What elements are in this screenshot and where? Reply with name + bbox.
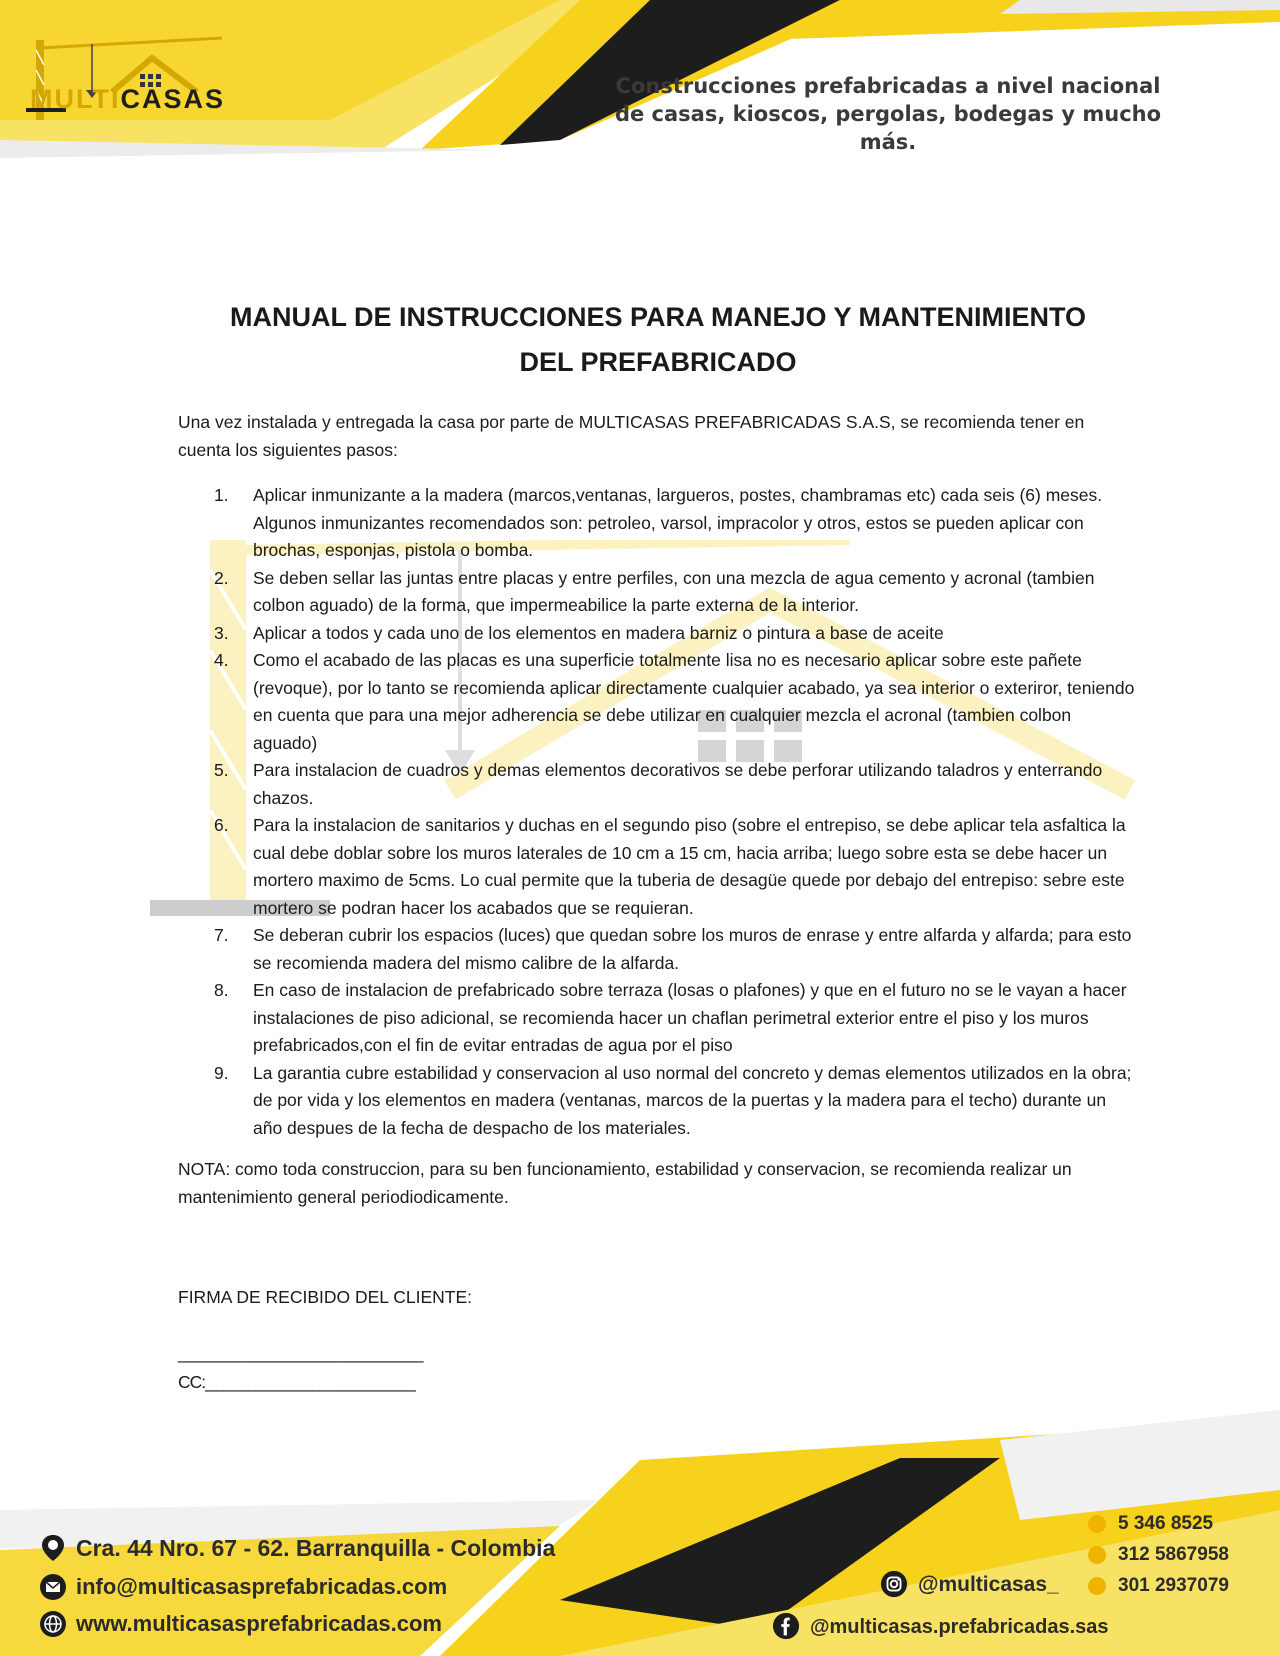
cc-line: CC:________________________ <box>178 1372 415 1392</box>
step-number: 8. <box>214 980 229 1000</box>
footer-address <box>38 1533 555 1563</box>
document-title <box>178 295 1138 385</box>
whatsapp-icon <box>1088 1546 1106 1564</box>
note-paragraph: NOTA: como toda construccion, para su ben funcionamiento, estabilidad y conservacion, se recomienda realizar un mantenimiento general periodiodicamente. <box>178 1159 1072 1207</box>
website-text: www.multicasasprefabricadas.com <box>76 1611 442 1636</box>
intro-paragraph: Una vez instalada y entregada la casa por parte de MULTICASAS PREFABRICADAS S.A.S, se recomienda tener en cuenta los siguientes pasos: <box>178 412 1085 460</box>
step-number: 7. <box>214 925 229 945</box>
title-line2: DEL PREFABRICADO <box>519 347 797 377</box>
list-item <box>178 922 1138 977</box>
instructions-list <box>178 482 1138 1142</box>
list-item <box>178 620 1138 648</box>
list-item <box>178 565 1138 620</box>
footer-instagram[interactable] <box>880 1570 1059 1600</box>
title-line1: MANUAL DE INSTRUCCIONES PARA MANEJO Y MANTENIMIENTO <box>229 302 1087 332</box>
phone-number: 5 346 8525 <box>1118 1512 1214 1534</box>
list-item <box>178 647 1138 757</box>
list-item <box>178 977 1138 1060</box>
signature-block <box>178 1283 1138 1397</box>
signature-line: ____________________________ <box>178 1343 423 1363</box>
document-body <box>178 295 1138 1397</box>
phone-item[interactable] <box>1088 1508 1229 1539</box>
list-item <box>178 1060 1138 1143</box>
footer-facebook[interactable] <box>772 1612 1109 1642</box>
step-text: Aplicar inmunizante a la madera (marcos,ventanas, largueros, postes, chambramas etc) cada seis (6) meses. <box>253 485 1103 505</box>
phone-number: 312 5867958 <box>1118 1543 1229 1565</box>
globe-icon <box>38 1609 68 1639</box>
step-number: 4. <box>214 650 229 670</box>
step-number: 1. <box>214 485 229 505</box>
instagram-icon <box>880 1570 910 1600</box>
footer-website[interactable] <box>38 1609 442 1639</box>
phone-number: 301 2937079 <box>1118 1574 1229 1596</box>
logo-suffix: CASAS <box>120 84 225 114</box>
footer-email[interactable] <box>38 1572 447 1602</box>
footer-phones <box>1088 1508 1229 1601</box>
step-text: Para instalacion de cuadros y demas elementos decorativos se debe perforar utilizando taladros y enterrando chazos. <box>253 760 1103 808</box>
email-text: info@multicasasprefabricadas.com <box>76 1574 448 1599</box>
step-number: 3. <box>214 622 229 643</box>
step-number: 6. <box>214 815 229 835</box>
phone-item[interactable] <box>1088 1570 1229 1601</box>
step-number: 9. <box>214 1062 229 1083</box>
email-icon <box>38 1572 68 1602</box>
phone-item[interactable] <box>1088 1539 1229 1570</box>
tagline-line1: Construcciones prefabricadas a nivel nacional <box>615 74 1161 98</box>
whatsapp-icon <box>1088 1577 1106 1595</box>
list-item <box>178 482 1138 565</box>
step-text: Se deberan cubrir los espacios (luces) que quedan sobre los muros de enrase y entre alfarda y alfarda; para esto se recomienda madera del mismo calibre de la alfarda. <box>253 925 1132 973</box>
signature-label: FIRMA DE RECIBIDO DEL CLIENTE: <box>178 1287 472 1307</box>
facebook-text: @multicasas.prefabricadas.sas <box>810 1615 1109 1638</box>
logo-wordmark <box>30 84 225 115</box>
facebook-icon <box>772 1612 802 1642</box>
step-number: 2. <box>214 567 229 588</box>
list-item <box>178 757 1138 812</box>
step-text: En caso de instalacion de prefabricado sobre terraza (losas o plafones) y que en el futuro no se le vayan a hacer instalaciones de piso adicional, se recomienda hacer un chaflan perimetral exterior entre el piso y los muros prefabricados,con el fin de evitar entradas de agua por el piso <box>253 980 1127 1055</box>
step-text: Aplicar a todos y cada uno de los elementos en madera barniz o pintura a base de aceite <box>253 622 944 643</box>
address-text: Cra. 44 Nro. 67 - 62. Barranquilla - Colombia <box>76 1534 556 1561</box>
phone-icon <box>1088 1515 1106 1533</box>
step-text: Se deben sellar las juntas entre placas y entre perfiles, con una mezcla de agua cemento y acronal (tambien colbon aguado) de la forma, que impermeabilice la parte externa de la interior. <box>253 567 1095 615</box>
logo-prefix: MULTI <box>30 84 121 114</box>
location-pin-icon <box>38 1533 68 1563</box>
step-text: La garantia cubre estabilidad y conservacion al uso normal del concreto y demas elementos utilizados en la obra; de por vida y los elementos en madera (ventanas, marcos de la puertas y la madera para el techo) durante un año despues de la fecha de despacho de los materiales. <box>253 1062 1132 1138</box>
step-text: Como el acabado de las placas es una superficie totalmente lisa no es necesario aplicar sobre este pañete (revoque), por lo tanto se recomienda aplicar directamente cualquier acabado, ya sea interior o exteriror, teniendo en cuenta que para una mejor adherencia se debe utilizar en cualquier mezcla el acronal (tambien colbon aguado) <box>253 650 1135 753</box>
step-text: Para la instalacion de sanitarios y duchas en el segundo piso (sobre el entrepiso, se debe aplicar tela asfaltica la cual debe doblar sobre los muros laterales de 10 cm a 15 cm, hacia arriba; luego sobre esta se debe hacer un mortero maximo de 5cms. Lo cual permite que la tuberia de desagüe quede por debajo del entrepiso: sebre este mortero se podran hacer los acabados que se requieran. <box>253 815 1126 918</box>
header-tagline <box>608 72 1168 156</box>
step-extra-text: Algunos inmunizantes recomendados son: petroleo, varsol, impracolor y otros, estos se pueden aplicar con brochas, esponjas, pistola o bomba. <box>253 512 1084 560</box>
list-item <box>178 812 1138 922</box>
step-number: 5. <box>214 760 229 780</box>
instagram-text: @multicasas_ <box>918 1573 1059 1596</box>
tagline-line2: de casas, kioscos, pergolas, bodegas y mucho más. <box>614 102 1162 154</box>
